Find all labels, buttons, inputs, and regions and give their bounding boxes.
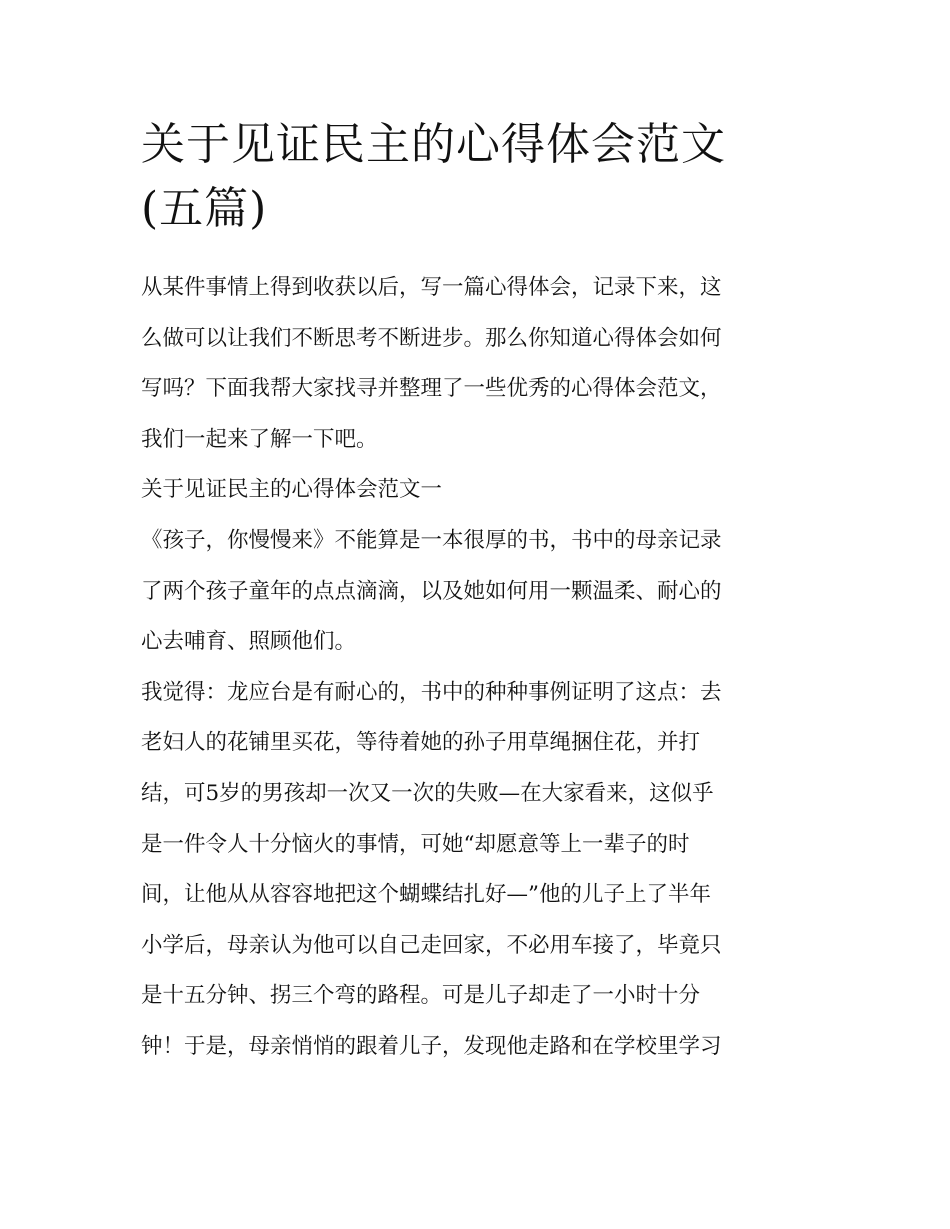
section-heading: 关于见证民主的心得体会范文一 [141, 477, 443, 503]
body-line: 间，让他从从容容地把这个蝴蝶结扎好—”他的儿子上了半年 [141, 882, 711, 908]
intro-line-1: 从某件事情上得到收获以后，写一篇心得体会，记录下来，这 [141, 275, 722, 300]
body-line: 老妇人的花铺里买花，等待着她的孙子用草绳捆住花，并打 [141, 730, 701, 756]
title-line-2: (五篇) [141, 183, 268, 234]
body-line: 心去哺育、照顾他们。 [141, 629, 357, 655]
body-line: 是十五分钟、拐三个弯的路程。可是儿子却走了一小时十分 [141, 983, 701, 1009]
document-body [141, 263, 813, 1073]
body-line: 小学后，母亲认为他可以自己走回家，不必用车接了，毕竟只 [141, 932, 722, 958]
intro-line-2: 么做可以让我们不断思考不断进步。那么你知道心得体会如何 [141, 325, 722, 351]
intro-line-4: 我们一起来了解一下吧。 [141, 426, 378, 452]
title-line-1: 关于见证民主的心得体会范文 [141, 119, 726, 170]
body-line: 《孩子，你慢慢来》不能算是一本很厚的书，书中的母亲记录 [141, 527, 722, 553]
document-content [141, 113, 813, 1073]
body-line: 结，可5岁的男孩却一次又一次的失败—在大家看来，这似乎 [141, 780, 714, 806]
document-title [141, 113, 813, 241]
body-line: 钟！于是，母亲悄悄的跟着儿子，发现他走路和在学校里学习 [141, 1033, 722, 1059]
body-line: 我觉得：龙应台是有耐心的，书中的种种事例证明了这点：去 [141, 679, 722, 705]
body-line: 是一件令人十分恼火的事情，可她“却愿意等上一辈子的时 [141, 831, 690, 857]
intro-line-3: 写吗？下面我帮大家找寻并整理了一些优秀的心得体会范文， [141, 376, 722, 402]
body-line: 了两个孩子童年的点点滴滴，以及她如何用一颗温柔、耐心的 [141, 578, 722, 604]
